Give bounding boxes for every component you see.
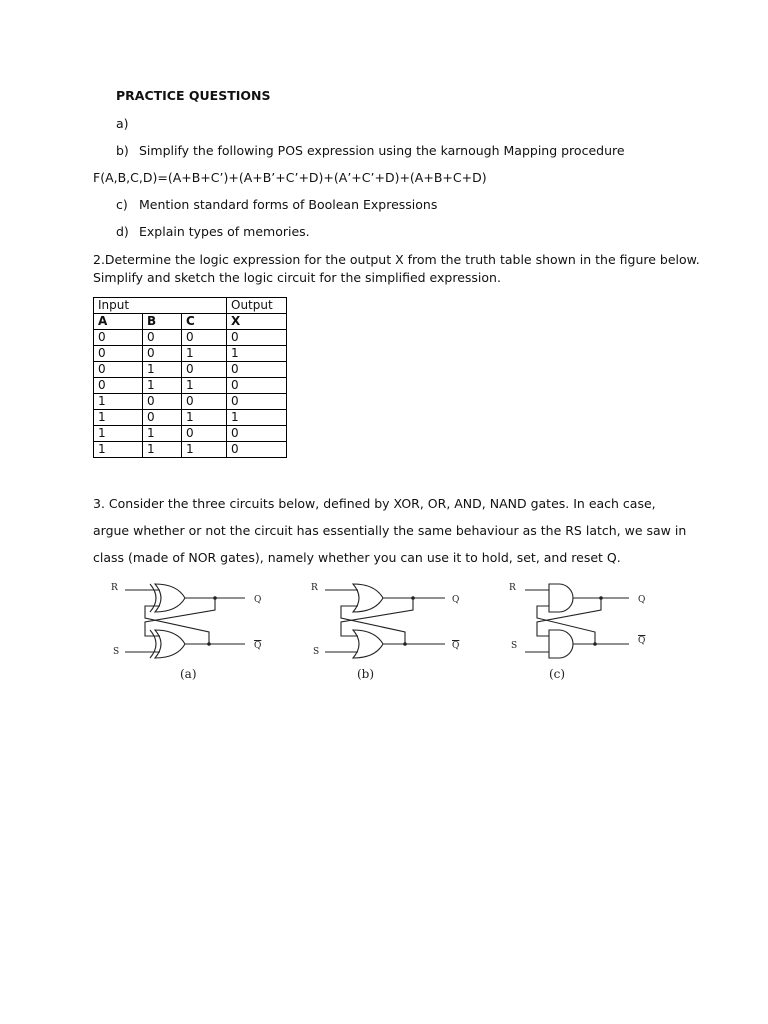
q2-line-2: Simplify and sketch the logic circuit for the simplified expression. xyxy=(93,270,501,285)
q3-line-3: class (made of NOR gates), namely whether you can use it to hold, set, and reset Q. xyxy=(93,550,621,565)
item-label: a) xyxy=(116,116,129,131)
table-row xyxy=(94,346,287,362)
table-cell: 0 xyxy=(227,330,287,346)
table-cell: 0 xyxy=(182,362,227,378)
and-gate-top-icon xyxy=(549,584,573,612)
q2-line-1: 2.Determine the logic expression for the output X from the truth table shown in the figure below. xyxy=(93,252,700,267)
item-text: Simplify the following POS expression using the karnough Mapping procedure xyxy=(139,143,625,158)
xor-gate-top-icon xyxy=(155,584,185,612)
table-row xyxy=(94,410,287,426)
output-group-header: Output xyxy=(227,298,287,314)
circuit-c-diagram xyxy=(505,578,655,670)
q3-line-1: 3. Consider the three circuits below, defined by XOR, OR, AND, NAND gates. In each case, xyxy=(93,496,656,511)
table-cell: 0 xyxy=(227,378,287,394)
table-row xyxy=(94,330,287,346)
table-row xyxy=(94,426,287,442)
table-cell: 0 xyxy=(143,330,182,346)
table-cell: 0 xyxy=(227,426,287,442)
truth-table xyxy=(93,297,287,458)
circuit-a xyxy=(105,578,285,670)
page-heading: PRACTICE QUESTIONS xyxy=(116,88,271,103)
table-cell: 1 xyxy=(94,410,143,426)
table-cell: 1 xyxy=(143,378,182,394)
output-qbar-label: $\overline{Q}$ xyxy=(254,641,262,651)
column-header: B xyxy=(143,314,182,330)
item-label: d) xyxy=(116,224,129,239)
table-cell: 1 xyxy=(182,378,227,394)
circuit-c xyxy=(505,578,655,670)
table-row xyxy=(94,442,287,458)
table-cell: 0 xyxy=(227,362,287,378)
table-cell: 0 xyxy=(94,378,143,394)
table-cell: 0 xyxy=(143,410,182,426)
table-cell: 0 xyxy=(94,330,143,346)
table-cell: 1 xyxy=(182,442,227,458)
column-header: X xyxy=(227,314,287,330)
input-group-header: Input xyxy=(94,298,182,314)
table-cell: 0 xyxy=(227,442,287,458)
xor-gate-bottom-icon xyxy=(155,630,185,658)
circuit-a-diagram xyxy=(105,578,285,670)
input-s-label: S xyxy=(113,647,120,657)
circuit-b-diagram xyxy=(305,578,485,670)
table-cell: 0 xyxy=(94,346,143,362)
table-cell: 1 xyxy=(143,362,182,378)
table-cell: 1 xyxy=(182,410,227,426)
item-text: Mention standard forms of Boolean Expressions xyxy=(139,197,438,212)
circuit-b xyxy=(305,578,485,670)
q3-line-2: argue whether or not the circuit has essentially the same behaviour as the RS latch, we saw in xyxy=(93,523,687,538)
output-q-label: Q xyxy=(638,595,646,605)
table-cell: 0 xyxy=(182,426,227,442)
pos-expression: F(A,B,C,D)=(A+B+C’)+(A+B’+C’+D)+(A’+C’+D)+(A+B+C+D) xyxy=(93,170,487,185)
truth-table-column-header xyxy=(94,314,287,330)
circuit-c-caption: (c) xyxy=(549,667,566,681)
item-text: Explain types of memories. xyxy=(139,224,310,239)
table-cell: 1 xyxy=(94,394,143,410)
input-s-label: S xyxy=(511,641,518,651)
table-cell: 1 xyxy=(94,426,143,442)
circuit-a-caption: (a) xyxy=(180,667,197,681)
input-r-label: R xyxy=(311,583,318,593)
table-cell: 1 xyxy=(143,442,182,458)
table-cell: 0 xyxy=(227,394,287,410)
table-cell: 0 xyxy=(143,346,182,362)
output-qbar-label: $\overline{Q}$ xyxy=(452,641,460,651)
or-gate-bottom-icon xyxy=(353,630,383,658)
output-q-label: Q xyxy=(452,595,460,605)
table-cell: 1 xyxy=(227,346,287,362)
column-header: A xyxy=(94,314,143,330)
input-s-label: S xyxy=(313,647,320,657)
and-gate-bottom-icon xyxy=(549,630,573,658)
table-cell: 0 xyxy=(182,330,227,346)
table-cell: 1 xyxy=(143,426,182,442)
item-label: c) xyxy=(116,197,128,212)
truth-table-group-header xyxy=(94,298,287,314)
table-cell: 1 xyxy=(227,410,287,426)
table-cell: 0 xyxy=(143,394,182,410)
circuit-b-caption: (b) xyxy=(357,667,375,681)
output-qbar-label: $\overline{Q}$ xyxy=(638,636,646,646)
or-gate-top-icon xyxy=(353,584,383,612)
input-r-label: R xyxy=(111,583,118,593)
input-r-label: R xyxy=(509,583,516,593)
column-header: C xyxy=(182,314,227,330)
table-row xyxy=(94,378,287,394)
table-row xyxy=(94,394,287,410)
output-q-label: Q xyxy=(254,595,262,605)
table-cell: 0 xyxy=(182,394,227,410)
table-cell: 0 xyxy=(94,362,143,378)
table-row xyxy=(94,362,287,378)
table-cell: 1 xyxy=(182,346,227,362)
table-cell: 1 xyxy=(94,442,143,458)
item-label: b) xyxy=(116,143,129,158)
